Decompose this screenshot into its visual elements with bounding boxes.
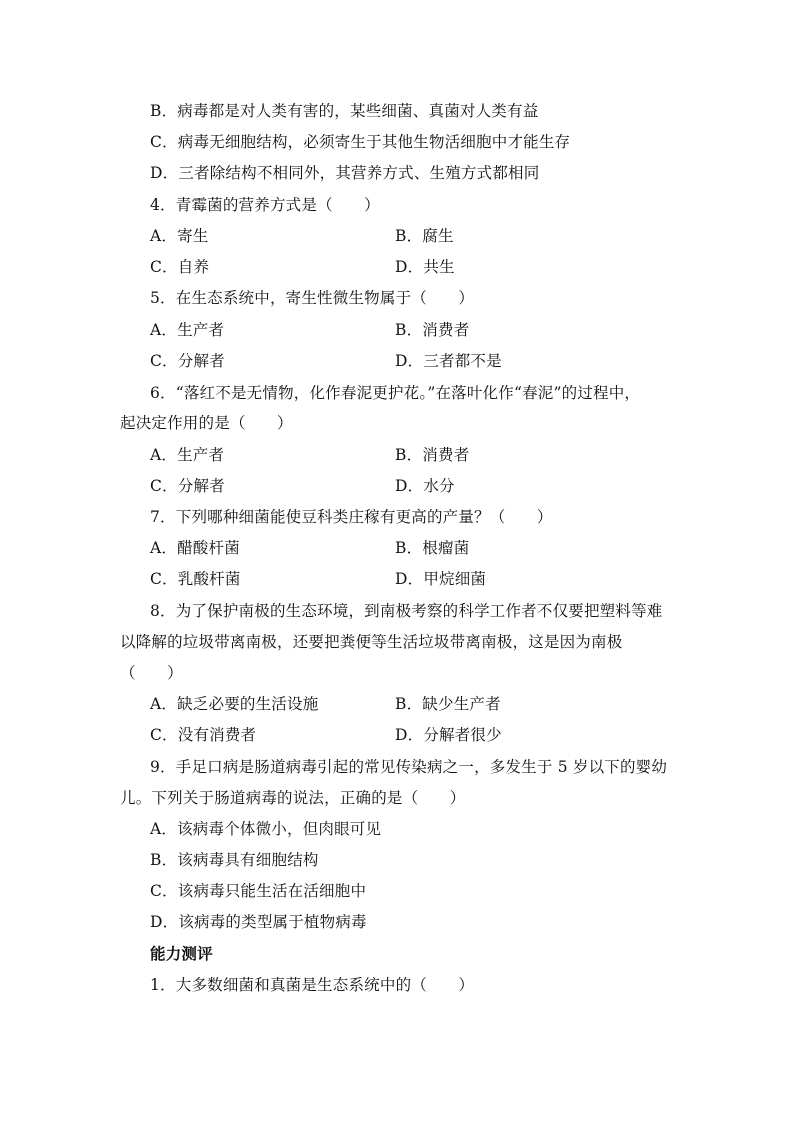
question-8-continued: 以降解的垃圾带离南极，还要把粪便等生活垃圾带离南极，这是因为南极 [120,633,623,651]
question-6-continued: 起决定作用的是（ ） [120,414,293,432]
question-1: 1．大多数细菌和真菌是生态系统中的（ ） [150,976,475,994]
option-a: A．缺乏必要的生活设施 [150,695,319,713]
option-d: D．三者都不是 [395,352,502,370]
option-b: B．消费者 [395,321,470,339]
option-b: B．消费者 [395,446,470,464]
option-b: B．缺少生产者 [395,695,501,713]
option-a: A．生产者 [150,321,225,339]
question-9: 9．手足口病是肠道病毒引起的常见传染病之一，多发生于 5 岁以下的婴幼 [150,758,668,776]
option-b: B．该病毒具有细胞结构 [150,851,319,869]
option-c: C．乳酸杆菌 [150,570,241,588]
question-8-answer-blank: （ ） [120,664,183,682]
option-line: C．病毒无细胞结构，必须寄生于其他生物活细胞中才能生存 [150,133,571,151]
option-a: A．生产者 [150,446,225,464]
option-d: D．水分 [395,477,455,495]
option-line: B．病毒都是对人类有害的，某些细菌、真菌对人类有益 [150,102,539,120]
question-6: 6．“落红不是无情物，化作春泥更护花。”在落叶化作“春泥”的过程中， [150,384,641,402]
option-c: C．分解者 [150,352,225,370]
option-b: B．腐生 [395,227,454,245]
option-a: A．醋酸杆菌 [150,539,240,557]
option-d: D．共生 [395,258,455,276]
question-5: 5．在生态系统中，寄生性微生物属于（ ） [150,289,475,307]
option-c: C．该病毒只能生活在活细胞中 [150,882,367,900]
option-c: C．分解者 [150,477,225,495]
question-7: 7．下列哪种细菌能使豆科类庄稼有更高的产量？（ ） [150,508,553,526]
section-heading: 能力测评 [150,944,213,963]
option-d: D．该病毒的类型属于植物病毒 [150,913,367,931]
option-d: D．甲烷细菌 [395,570,487,588]
option-a: A．该病毒个体微小，但肉眼可见 [150,820,382,838]
question-8: 8．为了保护南极的生态环境，到南极考察的科学工作者不仅要把塑料等难 [150,602,663,620]
option-a: A．寄生 [150,227,209,245]
option-line: D．三者除结构不相同外，其营养方式、生殖方式都相同 [150,164,540,182]
question-9-continued: 儿。下列关于肠道病毒的说法，正确的是（ ） [120,789,466,807]
option-c: C．自养 [150,258,210,276]
question-4: 4．青霉菌的营养方式是（ ） [150,196,380,214]
option-b: B．根瘤菌 [395,539,470,557]
option-d: D．分解者很少 [395,726,502,744]
option-c: C．没有消费者 [150,726,257,744]
